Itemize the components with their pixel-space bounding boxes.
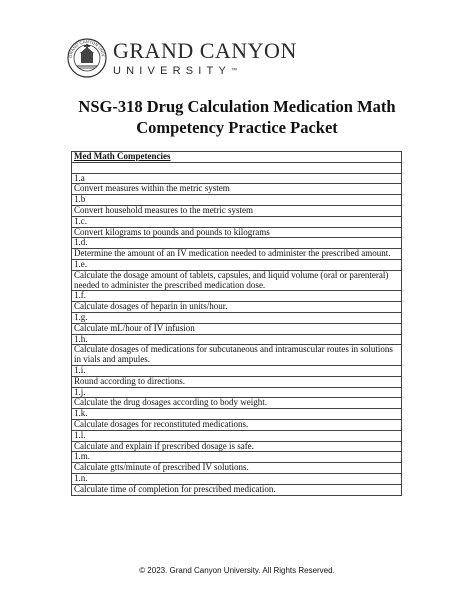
university-name-line2: UNIVERSITY™ [113, 65, 238, 77]
page-title [0, 96, 474, 138]
competency-description: Calculate the dosage amount of tablets, capsules, and liquid volume (oral or parenteral) needed to administer the prescribed medication dose. [72, 270, 402, 291]
competency-description-row [72, 463, 402, 474]
university-seal-icon [67, 38, 107, 78]
competency-code: 1.d. [72, 238, 402, 249]
competency-code: 1.j. [72, 387, 402, 398]
competency-code: 1.c. [72, 216, 402, 227]
competency-description: Determine the amount of an IV medication needed to administer the prescribed amount. [72, 249, 402, 260]
competency-code-row [72, 291, 402, 302]
competency-code-row [72, 409, 402, 420]
competency-description: Calculate dosages of medications for subcutaneous and intramuscular routes in solutions in vials and ampules. [72, 345, 402, 366]
competency-description: Calculate dosages of heparin in units/hour. [72, 302, 402, 313]
competency-code: 1.l. [72, 430, 402, 441]
competency-description: Calculate the drug dosages according to body weight. [72, 398, 402, 409]
competency-description-row [72, 376, 402, 387]
competency-code-row [72, 259, 402, 270]
competency-description: Convert measures within the metric system [72, 184, 402, 195]
table-header-row [72, 152, 402, 163]
competency-code: 1.k. [72, 409, 402, 420]
competency-code: 1.h. [72, 334, 402, 345]
competency-description-row [72, 398, 402, 409]
competency-description: Convert kilograms to pounds and pounds to kilograms [72, 227, 402, 238]
competency-description: Calculate and explain if prescribed dosage is safe. [72, 441, 402, 452]
competency-code: 1.a [72, 173, 402, 184]
competency-description: Calculate dosages for reconstituted medications. [72, 419, 402, 430]
svg-text:GRAND CANYON UNIVERSITY: GRAND CANYON UNIV [67, 38, 106, 59]
competency-code-row [72, 473, 402, 484]
table-empty-cell [72, 163, 402, 174]
university-logo [67, 38, 367, 78]
competency-code-row [72, 430, 402, 441]
competency-description: Convert household measures to the metric system [72, 205, 402, 216]
competency-code-row [72, 387, 402, 398]
title-line1: NSG-318 Drug Calculation Medication Math [78, 97, 396, 116]
competency-code: 1.f. [72, 291, 402, 302]
competency-description-row [72, 302, 402, 313]
competency-description: Calculate mL/hour of IV infusion [72, 323, 402, 334]
competency-description-row [72, 419, 402, 430]
competencies-table [71, 151, 402, 496]
competency-description-row [72, 345, 402, 366]
competency-description: Calculate gtts/minute of prescribed IV solutions. [72, 463, 402, 474]
competency-description-row [72, 323, 402, 334]
competency-description-row [72, 441, 402, 452]
competency-code-row [72, 195, 402, 206]
competency-description-row [72, 205, 402, 216]
competency-description-row [72, 227, 402, 238]
competency-code: 1.b [72, 195, 402, 206]
competency-description: Round according to directions. [72, 376, 402, 387]
table-header-cell: Med Math Competencies [72, 152, 402, 163]
competency-code-row [72, 334, 402, 345]
competency-code-row [72, 365, 402, 376]
university-wordmark [113, 40, 297, 78]
university-name-line1: GRAND CANYON [113, 38, 297, 63]
competency-code: 1.n. [72, 473, 402, 484]
competency-description-row [72, 484, 402, 495]
competency-description: Calculate time of completion for prescribed medication. [72, 484, 402, 495]
competency-code-row [72, 173, 402, 184]
competency-description-row [72, 270, 402, 291]
copyright-footer: © 2023. Grand Canyon University. All Rights Reserved. [139, 566, 335, 575]
competency-code: 1.i. [72, 365, 402, 376]
title-line2: Competency Practice Packet [136, 118, 338, 137]
competency-code-row [72, 452, 402, 463]
competency-code: 1.e. [72, 259, 402, 270]
competency-description-row [72, 184, 402, 195]
table-empty-row [72, 163, 402, 174]
competency-code: 1.g. [72, 312, 402, 323]
competency-code-row [72, 216, 402, 227]
competency-code: 1.m. [72, 452, 402, 463]
competency-code-row [72, 238, 402, 249]
competency-description-row [72, 249, 402, 260]
competency-code-row [72, 312, 402, 323]
